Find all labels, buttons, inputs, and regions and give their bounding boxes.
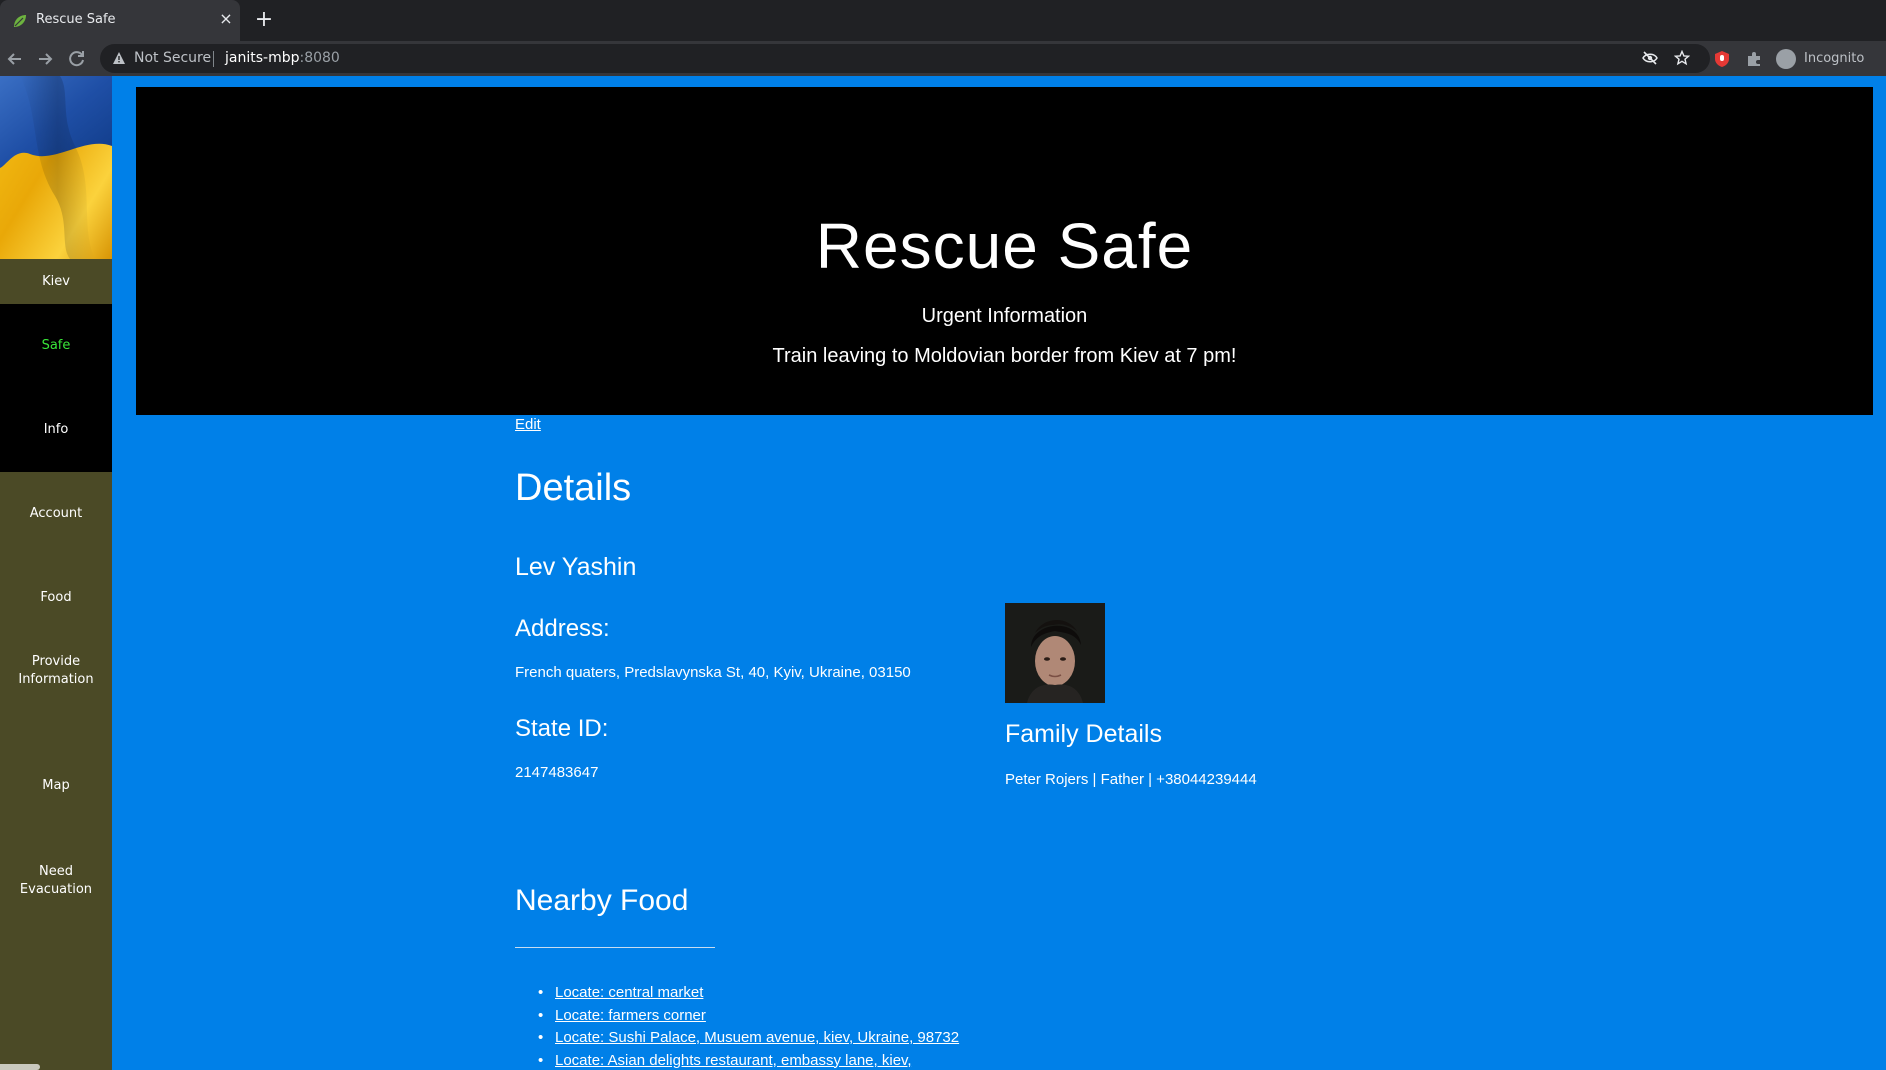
family-member: Peter Rojers | Father | +38044239444	[1005, 771, 1257, 788]
leaf-icon	[12, 13, 28, 29]
new-tab-button[interactable]: +	[254, 7, 274, 32]
edit-link[interactable]: Edit	[515, 416, 541, 433]
locate-link[interactable]: Locate: central market	[555, 984, 704, 1001]
nearby-food-heading: Nearby Food	[515, 884, 689, 917]
locate-link[interactable]: Locate: farmers corner	[555, 1006, 706, 1024]
eye-off-icon[interactable]	[1642, 50, 1658, 66]
reload-icon[interactable]	[64, 46, 90, 72]
hero-title: Rescue Safe	[815, 210, 1194, 282]
state-id-value: 2147483647	[515, 764, 599, 781]
sidebar-item-info[interactable]: Info	[0, 388, 112, 472]
family-details-heading: Family Details	[1005, 720, 1162, 748]
puzzle-icon[interactable]	[1745, 50, 1763, 68]
tab-title: Rescue Safe	[36, 12, 116, 27]
sidebar-item-safe[interactable]: Safe	[0, 304, 112, 388]
address-bar[interactable]	[100, 44, 1710, 73]
browser-tab[interactable]	[0, 0, 240, 41]
incognito-profile-button[interactable]	[1768, 44, 1878, 73]
url-host: janits-mbp	[225, 50, 300, 66]
incognito-icon	[1776, 49, 1796, 69]
person-name: Lev Yashin	[515, 553, 637, 581]
address-value: French quaters, Predslavynska St, 40, Kyiv, Ukraine, 03150	[515, 664, 911, 681]
horizontal-scrollbar[interactable]	[0, 1064, 40, 1070]
omnibox-divider	[213, 51, 214, 67]
sidebar-item-provide-information[interactable]: Provide Information	[18, 654, 94, 687]
url-port: :8080	[299, 50, 340, 66]
profile-photo	[1005, 603, 1105, 703]
hero-banner	[136, 87, 1873, 415]
forward-arrow-icon[interactable]	[32, 46, 58, 72]
incognito-label: Incognito	[1804, 51, 1865, 66]
ukraine-flag-image	[0, 76, 112, 259]
sidebar-item-kiev[interactable]: Kiev	[42, 274, 70, 289]
security-label[interactable]: Not Secure	[134, 50, 212, 66]
sidebar-item-food[interactable]: Food	[40, 590, 72, 605]
address-label: Address:	[515, 615, 610, 642]
page-viewport	[0, 76, 1886, 1070]
warning-icon[interactable]	[112, 51, 126, 65]
list-item	[538, 1005, 959, 1028]
list-item	[538, 982, 959, 1005]
locate-link[interactable]: Locate: Asian delights restaurant, embassy lane, kiev,	[555, 1051, 912, 1069]
back-arrow-icon[interactable]	[2, 46, 28, 72]
list-item	[538, 1050, 959, 1070]
sidebar-item-map[interactable]: Map	[42, 778, 70, 793]
tab-close-icon[interactable]: ×	[219, 9, 233, 28]
list-item	[538, 1027, 959, 1050]
hero-subtitle: Urgent Information	[921, 305, 1088, 327]
section-divider	[515, 947, 715, 948]
browser-tab-bar	[0, 0, 1886, 41]
state-id-label: State ID:	[515, 715, 609, 742]
nearby-food-list	[538, 982, 959, 1070]
extension-shield-icon[interactable]	[1713, 50, 1731, 68]
details-heading: Details	[515, 467, 632, 509]
star-icon[interactable]	[1674, 50, 1690, 66]
sidebar-item-account[interactable]: Account	[29, 506, 83, 521]
sidebar	[0, 76, 112, 1070]
urgent-message: Train leaving to Moldovian border from Kiev at 7 pm!	[772, 345, 1237, 367]
url-text[interactable]	[225, 50, 340, 66]
browser-toolbar	[0, 41, 1886, 76]
sidebar-item-need-evacuation[interactable]: Need Evacuation	[19, 864, 93, 897]
locate-link[interactable]: Locate: Sushi Palace, Musuem avenue, kiev, Ukraine, 98732	[555, 1029, 960, 1046]
